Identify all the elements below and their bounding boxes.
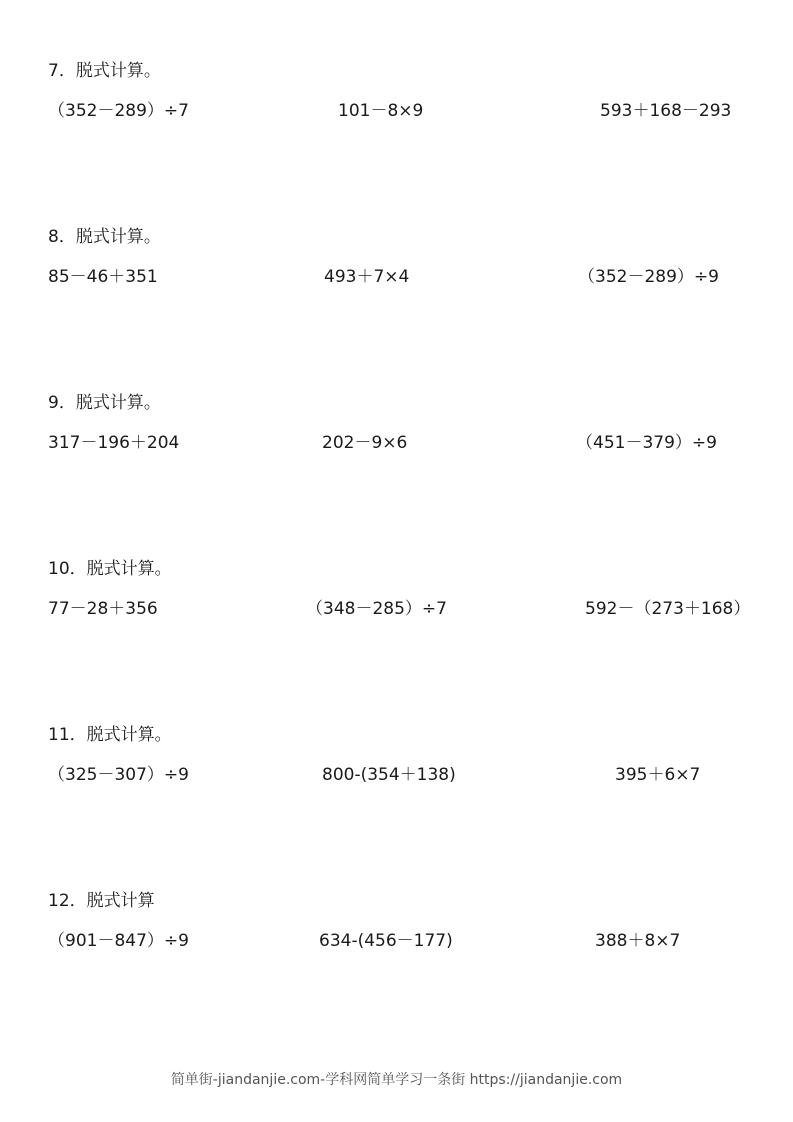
expression-1: （352－289）÷7 [48, 101, 189, 121]
expression-1: 85－46＋351 [48, 267, 158, 287]
problem-title: 11．脱式计算。 [48, 725, 172, 745]
expression-2: 101－8×9 [338, 101, 424, 121]
problem-9 [0, 392, 793, 472]
expression-2: 634-(456－177) [319, 931, 453, 951]
expression-3: （352－289）÷9 [578, 267, 719, 287]
expression-2: 493＋7×4 [324, 267, 410, 287]
problem-title: 10．脱式计算。 [48, 559, 172, 579]
expression-3: 592－（273＋168） [585, 599, 751, 619]
problem-title: 12．脱式计算 [48, 891, 155, 911]
problem-title: 9．脱式计算。 [48, 393, 161, 413]
expression-3: 395＋6×7 [615, 765, 701, 785]
problem-title: 8．脱式计算。 [48, 227, 161, 247]
problem-10 [0, 558, 793, 638]
expression-1: 317－196＋204 [48, 433, 180, 453]
problem-7 [0, 60, 793, 140]
problem-11 [0, 724, 793, 804]
problem-title: 7．脱式计算。 [48, 61, 161, 81]
expression-2: 202－9×6 [322, 433, 408, 453]
expression-2: 800-(354＋138) [322, 765, 456, 785]
problem-12 [0, 890, 793, 970]
expression-1: （325－307）÷9 [48, 765, 189, 785]
expression-2: （348－285）÷7 [306, 599, 447, 619]
footer-watermark: 简单街-jiandanjie.com-学科网简单学习一条街 https://jiandanjie.com [170, 1072, 623, 1088]
expression-3: （451－379）÷9 [576, 433, 717, 453]
expression-3: 593＋168－293 [600, 101, 732, 121]
expression-1: （901－847）÷9 [48, 931, 189, 951]
problem-8 [0, 226, 793, 306]
expression-3: 388＋8×7 [595, 931, 681, 951]
expression-1: 77－28＋356 [48, 599, 158, 619]
